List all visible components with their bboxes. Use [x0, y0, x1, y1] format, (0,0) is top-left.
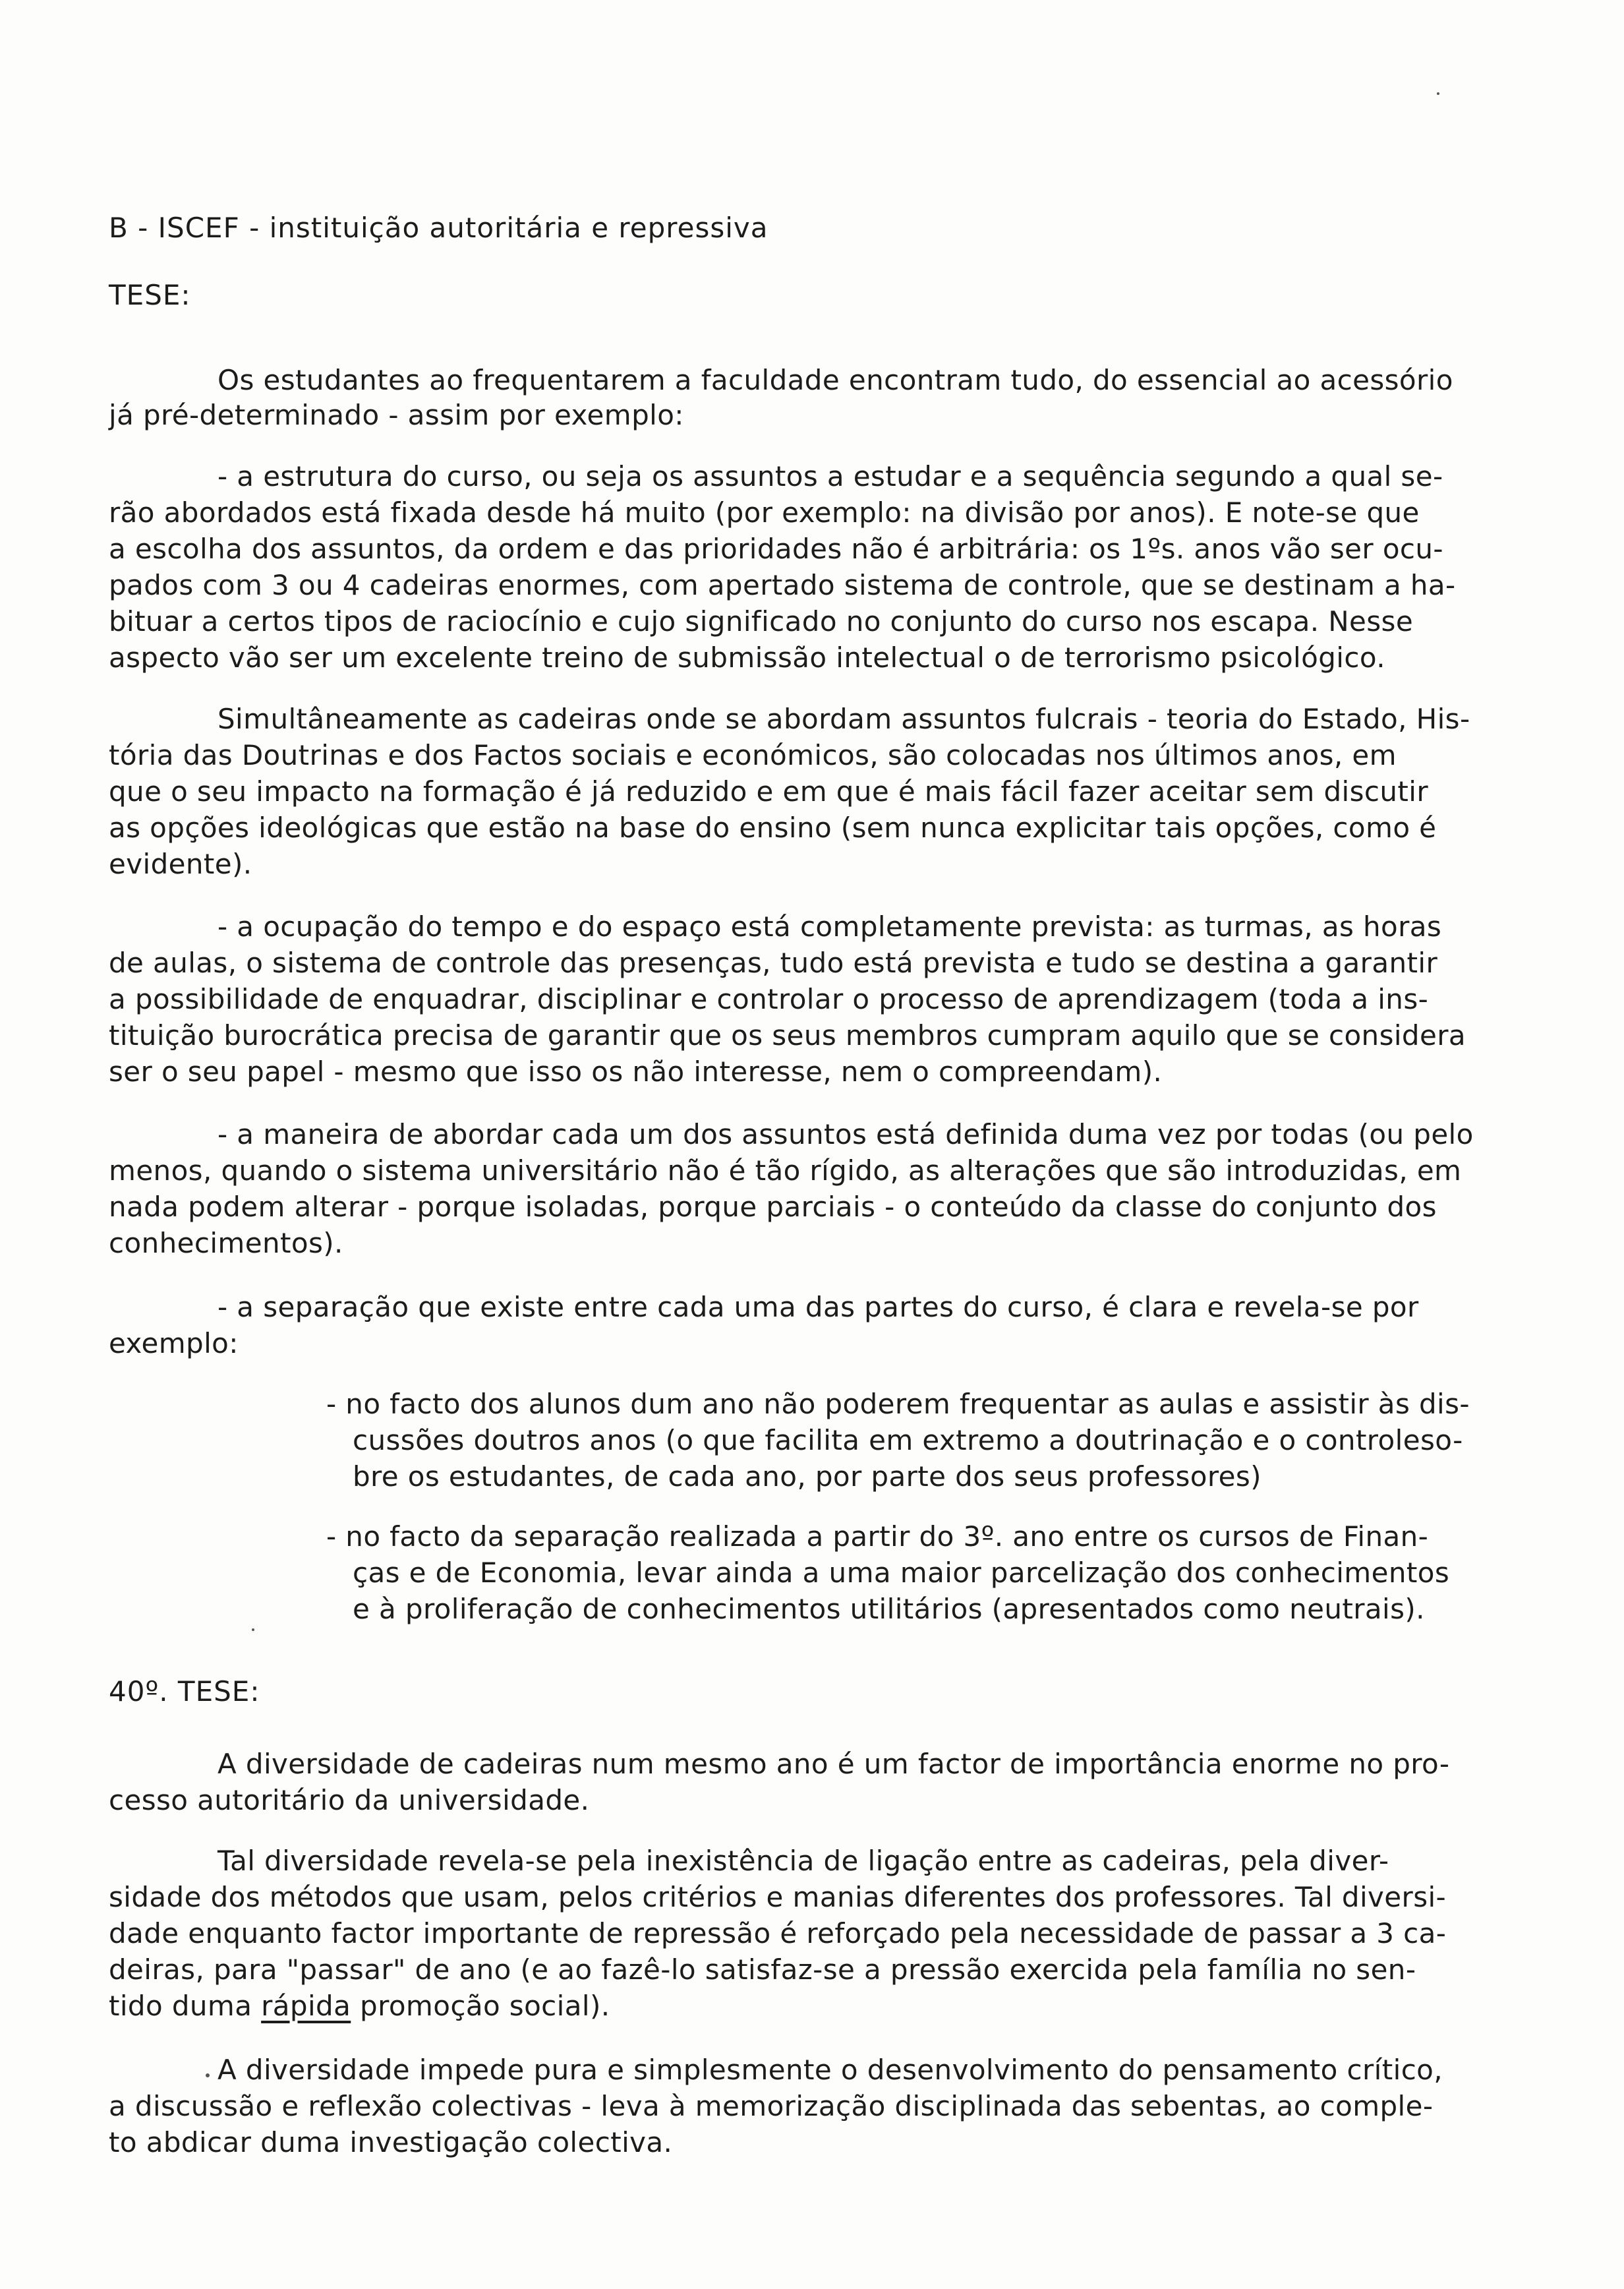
paragraph-line: a discussão e reflexão colectivas - leva à memorização disciplinada das sebentas, ao comple-	[109, 2090, 1434, 2122]
paragraph-line: tória das Doutrinas e dos Factos sociais e económicos, são colocadas nos últimos anos, em	[109, 739, 1397, 771]
paragraph-line: pados com 3 ou 4 cadeiras enormes, com apertado sistema de controle, que se destinam a ha-	[109, 569, 1456, 601]
paragraph-line: A diversidade impede pura e simplesmente o desenvolvimento do pensamento crítico,	[218, 2054, 1443, 2086]
scan-speck	[206, 2073, 210, 2077]
bullet-line: - no facto dos alunos dum ano não poderem frequentar as aulas e assistir às dis-	[326, 1388, 1470, 1420]
paragraph-line: tituição burocrática precisa de garantir que os seus membros cumpram aquilo que se considera	[109, 1019, 1466, 1052]
paragraph-line: rão abordados está fixada desde há muito (por exemplo: na divisão por anos). E note-se que	[109, 496, 1420, 529]
paragraph-line: bituar a certos tipos de raciocínio e cujo significado no conjunto do curso nos escapa. Nesse	[109, 605, 1414, 638]
paragraph-line: aspecto vão ser um excelente treino de submissão intelectual o de terrorismo psicológico.	[109, 641, 1385, 674]
bullet-line: e à proliferação de conhecimentos utilitários (apresentados como neutrais).	[353, 1593, 1425, 1625]
bullet-line: cussões doutros anos (o que facilita em extremo a doutrinação e o controleso-	[353, 1424, 1463, 1456]
paragraph-line: Tal diversidade revela-se pela inexistência de ligação entre as cadeiras, pela diver-	[218, 1845, 1389, 1877]
paragraph-line: menos, quando o sistema universitário não é tão rígido, as alterações que são introduzidas, em	[109, 1154, 1462, 1187]
paragraph-line: que o seu impacto na formação é já reduzido e em que é mais fácil fazer aceitar sem discutir	[109, 775, 1428, 808]
tese-40-label: 40º. TESE:	[109, 1675, 260, 1708]
paragraph-line: A diversidade de cadeiras num mesmo ano é um factor de importância enorme no pro-	[218, 1748, 1450, 1780]
paragraph-line: de aulas, o sistema de controle das presenças, tudo está prevista e tudo se destina a garantir	[109, 947, 1438, 979]
text-fragment: promoção social).	[351, 1990, 610, 2022]
text-fragment: tido duma	[109, 1990, 262, 2022]
paragraph-line: as opções ideológicas que estão na base do ensino (sem nunca explicitar tais opções, como é	[109, 812, 1437, 844]
paragraph-line: a possibilidade de enquadrar, disciplinar e controlar o processo de aprendizagem (toda a ins-	[109, 983, 1429, 1015]
paragraph-line: sidade dos métodos que usam, pelos critérios e manias diferentes dos professores. Tal diversi-	[109, 1881, 1447, 1913]
section-b-title: B - ISCEF - instituição autoritária e repressiva	[109, 212, 768, 244]
paragraph-line: - a ocupação do tempo e do espaço está completamente prevista: as turmas, as horas	[218, 910, 1442, 943]
bullet-line: ças e de Economia, levar ainda a uma maior parcelização dos conhecimentos	[353, 1557, 1450, 1589]
paragraph-line: Os estudantes ao frequentarem a faculdade encontram tudo, do essencial ao acessório	[218, 364, 1453, 396]
underlined-word: rápida	[261, 1990, 351, 2022]
paragraph-line: ser o seu papel - mesmo que isso os não interesse, nem o compreendam).	[109, 1055, 1163, 1088]
paragraph-line: to abdicar duma investigação colectiva.	[109, 2126, 673, 2158]
paragraph-line: já pré-determinado - assim por exemplo:	[109, 399, 684, 431]
paragraph-line: nada podem alterar - porque isoladas, porque parciais - o conteúdo da classe do conjunto dos	[109, 1191, 1437, 1223]
paragraph-line: evidente).	[109, 848, 252, 880]
tese-label: TESE:	[109, 279, 191, 311]
paragraph-line: a escolha dos assuntos, da ordem e das prioridades não é arbitrária: os 1ºs. anos vão ser ocu-	[109, 533, 1443, 565]
paragraph-line: deiras, para "passar" de ano (e ao fazê-lo satisfaz-se a pressão exercida pela família no sen-	[109, 1953, 1416, 1986]
scan-speck	[252, 1628, 254, 1631]
paragraph-line: exemplo:	[109, 1327, 239, 1359]
bullet-line: bre os estudantes, de cada ano, por parte dos seus professores)	[353, 1460, 1262, 1493]
paragraph-line: - a estrutura do curso, ou seja os assuntos a estudar e a sequência segundo a qual se-	[218, 460, 1443, 492]
scan-speck	[1437, 92, 1439, 95]
paragraph-line	[109, 1988, 1440, 2025]
paragraph-line: - a maneira de abordar cada um dos assuntos está definida duma vez por todas (ou pelo	[218, 1118, 1474, 1150]
paragraph-line: cesso autoritário da universidade.	[109, 1784, 590, 1816]
paragraph-line: dade enquanto factor importante de repressão é reforçado pela necessidade de passar a 3 ca-	[109, 1917, 1447, 1949]
paragraph-line: Simultâneamente as cadeiras onde se abordam assuntos fulcrais - teoria do Estado, His-	[218, 703, 1470, 735]
bullet-line: - no facto da separação realizada a partir do 3º. ano entre os cursos de Finan-	[326, 1520, 1429, 1553]
paragraph-line: conhecimentos).	[109, 1227, 343, 1259]
paragraph-line: - a separação que existe entre cada uma das partes do curso, é clara e revela-se por	[218, 1291, 1419, 1323]
